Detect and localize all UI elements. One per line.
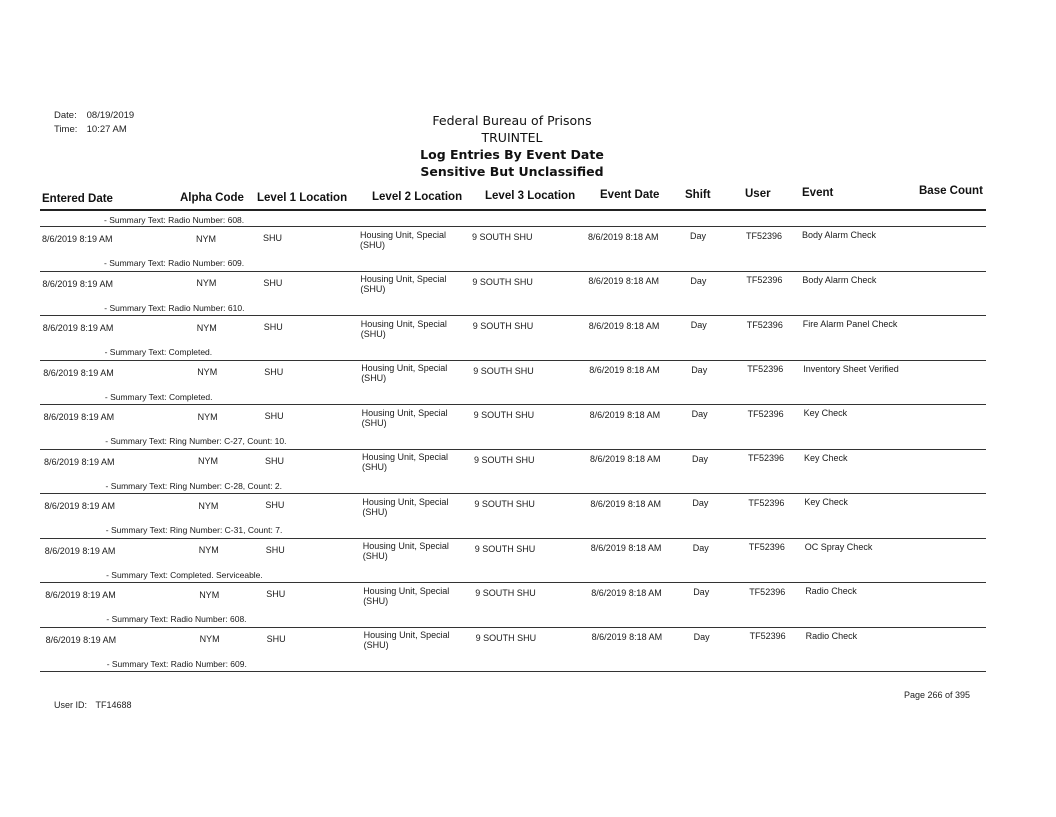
footer-user-id <box>54 700 132 710</box>
cell-level3: 9 SOUTH SHU <box>472 321 534 331</box>
cell-alpha-code: NYM <box>197 367 218 377</box>
row-divider <box>40 315 986 316</box>
col-header-entered-date: Entered Date <box>42 193 113 205</box>
report-date <box>54 110 134 121</box>
cell-level2: Housing Unit, Special (SHU) <box>361 407 448 428</box>
cell-shift: Day <box>692 542 709 553</box>
cell-shift: Day <box>690 320 707 330</box>
row-divider <box>40 404 986 405</box>
cell-entered-date: 8/6/2019 8:19 AM <box>42 234 113 244</box>
cell-shift: Day <box>692 498 709 508</box>
page-number: Page 266 of 395 <box>904 690 971 700</box>
cell-level1: SHU <box>266 633 286 644</box>
cell-level2: Housing Unit, Special (SHU) <box>363 585 450 606</box>
row-divider <box>40 493 986 494</box>
cell-shift: Day <box>693 587 710 597</box>
report-title: Log Entries By Event Date <box>420 147 604 162</box>
cell-user: TF52396 <box>747 364 784 374</box>
cell-user: TF52396 <box>748 542 785 552</box>
col-header-level2: Level 2 Location <box>372 191 463 203</box>
cell-level3: 9 SOUTH SHU <box>475 632 537 643</box>
cell-entered-date: 8/6/2019 8:19 AM <box>43 412 115 422</box>
header-divider <box>40 209 986 211</box>
cell-user: TF52396 <box>746 275 783 285</box>
time-value: 10:27 AM <box>86 124 127 135</box>
cell-event: Body Alarm Check <box>802 230 877 240</box>
summary-text: - Summary Text: Ring Number: C-27, Count: 10. <box>105 436 287 446</box>
col-header-user: User <box>745 188 771 200</box>
row-divider <box>40 627 986 628</box>
cell-alpha-code: NYM <box>197 411 218 422</box>
cell-level2: Housing Unit, Special (SHU) <box>362 541 449 561</box>
cell-entered-date: 8/6/2019 8:19 AM <box>45 634 117 645</box>
date-label: Date: <box>54 110 77 121</box>
cell-level1: SHU <box>263 233 283 243</box>
cell-alpha-code: NYM <box>196 278 217 288</box>
cell-entered-date: 8/6/2019 8:19 AM <box>44 545 116 556</box>
cell-user: TF52396 <box>749 631 786 641</box>
row-divider <box>40 360 986 361</box>
cell-level1: SHU <box>264 411 284 421</box>
row-divider <box>40 449 986 450</box>
col-header-shift: Shift <box>685 189 711 201</box>
cell-level3: 9 SOUTH SHU <box>473 410 535 420</box>
cell-entered-date: 8/6/2019 8:19 AM <box>44 501 115 511</box>
cell-shift: Day <box>690 275 707 286</box>
cell-alpha-code: NYM <box>198 545 219 555</box>
cell-event: OC Spray Check <box>804 541 873 552</box>
cell-user: TF52396 <box>747 408 784 419</box>
cell-level1: SHU <box>265 500 285 510</box>
cell-level2: Housing Unit, Special (SHU) <box>362 496 449 517</box>
cell-alpha-code: NYM <box>199 589 220 600</box>
user-id-value: TF14688 <box>95 700 132 710</box>
cell-user: TF52396 <box>748 453 785 463</box>
cell-level2: Housing Unit, Special (SHU) <box>360 318 447 339</box>
cell-event: Fire Alarm Panel Check <box>802 319 898 329</box>
cell-event-date: 8/6/2019 8:18 AM <box>589 365 660 375</box>
report-time <box>54 124 127 135</box>
col-header-event: Event <box>802 187 834 199</box>
cell-level3: 9 SOUTH SHU <box>474 454 535 465</box>
cell-level2: Housing Unit, Special (SHU) <box>360 274 447 294</box>
cell-level2: Housing Unit, Special (SHU) <box>363 630 450 650</box>
cell-event-date: 8/6/2019 8:18 AM <box>590 498 661 509</box>
cell-event-date: 8/6/2019 8:18 AM <box>588 276 659 286</box>
row-divider <box>40 538 986 539</box>
cell-level3: 9 SOUTH SHU <box>472 276 533 287</box>
col-header-level1: Level 1 Location <box>257 192 348 204</box>
cell-entered-date: 8/6/2019 8:19 AM <box>44 456 115 467</box>
col-header-level3: Level 3 Location <box>485 190 576 202</box>
summary-text: - Summary Text: Radio Number: 608. <box>104 215 245 225</box>
classification-label: Sensitive But Unclassified <box>420 164 604 179</box>
system-title: TRUINTEL <box>481 130 543 145</box>
user-id-label: User ID: <box>54 700 88 710</box>
cell-event-date: 8/6/2019 8:18 AM <box>591 587 662 598</box>
cell-event-date: 8/6/2019 8:18 AM <box>588 320 660 331</box>
cell-user: TF52396 <box>749 586 786 597</box>
cell-shift: Day <box>691 364 708 375</box>
cell-shift: Day <box>692 453 709 464</box>
cell-event-date: 8/6/2019 8:18 AM <box>590 543 662 553</box>
cell-level1: SHU <box>266 589 286 599</box>
summary-text: - Summary Text: Radio Number: 609. <box>106 658 247 669</box>
row-divider <box>40 671 986 672</box>
cell-shift: Day <box>693 631 710 642</box>
col-header-alpha-code: Alpha Code <box>180 192 244 204</box>
cell-level1: SHU <box>263 277 283 288</box>
cell-entered-date: 8/6/2019 8:19 AM <box>45 590 116 600</box>
cell-alpha-code: NYM <box>198 456 218 466</box>
cell-level1: SHU <box>265 544 285 555</box>
cell-event-date: 8/6/2019 8:18 AM <box>588 231 659 242</box>
summary-text: - Summary Text: Ring Number: C-28, Count: 2. <box>105 480 283 491</box>
agency-title: Federal Bureau of Prisons <box>432 113 592 128</box>
cell-level3: 9 SOUTH SHU <box>473 365 534 376</box>
cell-shift: Day <box>691 409 708 419</box>
cell-level2: Housing Unit, Special (SHU) <box>360 229 447 250</box>
cell-event: Key Check <box>803 408 848 418</box>
cell-event-date: 8/6/2019 8:18 AM <box>591 632 663 642</box>
cell-level1: SHU <box>263 322 283 332</box>
cell-shift: Day <box>690 231 707 241</box>
cell-event: Key Check <box>804 452 848 463</box>
cell-alpha-code: NYM <box>198 500 219 511</box>
row-divider <box>40 271 986 272</box>
cell-event: Key Check <box>804 497 848 507</box>
cell-level3: 9 SOUTH SHU <box>475 588 536 598</box>
time-label: Time: <box>54 124 78 135</box>
cell-user: TF52396 <box>746 319 783 330</box>
summary-text: - Summary Text: Completed. <box>104 347 213 357</box>
cell-event-date: 8/6/2019 8:18 AM <box>590 454 661 464</box>
cell-event-date: 8/6/2019 8:18 AM <box>589 409 661 420</box>
cell-alpha-code: NYM <box>199 634 220 644</box>
summary-text: - Summary Text: Radio Number: 608. <box>106 614 247 624</box>
cell-level2: Housing Unit, Special (SHU) <box>361 363 448 383</box>
cell-level1: SHU <box>264 366 284 377</box>
col-header-base-count: Base Count <box>919 185 983 197</box>
cell-alpha-code: NYM <box>196 322 217 333</box>
summary-text: - Summary Text: Radio Number: 610. <box>104 302 245 313</box>
cell-user: TF52396 <box>748 497 785 508</box>
cell-level3: 9 SOUTH SHU <box>472 232 533 242</box>
summary-text: - Summary Text: Radio Number: 609. <box>104 258 245 268</box>
col-header-event-date: Event Date <box>600 189 660 201</box>
cell-level2: Housing Unit, Special (SHU) <box>362 452 449 472</box>
summary-text: - Summary Text: Completed. <box>104 391 213 402</box>
cell-entered-date: 8/6/2019 8:19 AM <box>42 278 113 289</box>
summary-text: - Summary Text: Ring Number: C-31, Count: 7. <box>105 525 283 535</box>
date-value: 08/19/2019 <box>86 110 135 121</box>
cell-level3: 9 SOUTH SHU <box>474 543 536 554</box>
cell-event: Radio Check <box>805 586 857 596</box>
cell-event: Radio Check <box>805 630 858 641</box>
cell-event: Inventory Sheet Verified <box>803 363 899 374</box>
cell-event: Body Alarm Check <box>802 274 877 285</box>
cell-alpha-code: NYM <box>196 233 216 244</box>
row-divider <box>40 226 986 227</box>
cell-level3: 9 SOUTH SHU <box>474 499 535 509</box>
row-divider <box>40 582 986 583</box>
report-title-block <box>360 112 664 180</box>
cell-level1: SHU <box>265 455 285 466</box>
cell-user: TF52396 <box>746 230 783 241</box>
summary-text: - Summary Text: Completed. Serviceable. <box>106 569 263 580</box>
cell-entered-date: 8/6/2019 8:19 AM <box>43 367 114 378</box>
cell-entered-date: 8/6/2019 8:19 AM <box>42 323 114 333</box>
